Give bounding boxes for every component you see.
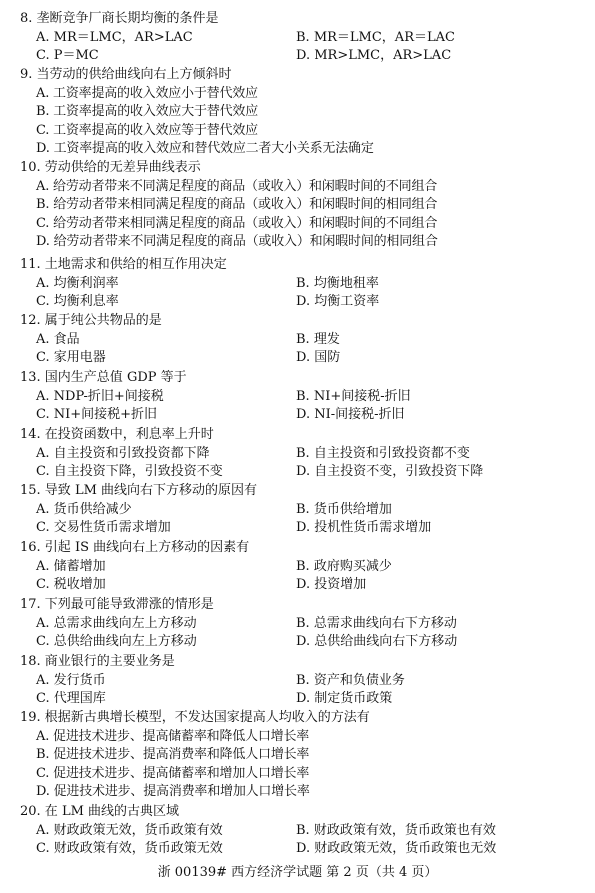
question-stem: 12. 属于纯公共物品的是 — [20, 313, 162, 328]
option-b: B. 促进技术进步、提高消费率和降低人口增长率 — [36, 747, 310, 763]
option-c: C. 自主投资下降，引致投资不变 — [36, 464, 223, 480]
question-19 — [0, 709, 595, 802]
option-b: B. MR＝LMC，AR＝LAC — [296, 29, 455, 45]
option-a: A. 食品 — [36, 331, 80, 347]
question-stem: 19. 根据新古典增长模型，不发达国家提高人均收入的方法有 — [20, 710, 370, 725]
option-b: B. 资产和负债业务 — [296, 672, 405, 688]
option-a: A. 给劳动者带来不同满足程度的商品（或收入）和闲暇时间的不同组合 — [36, 178, 438, 194]
option-d: D. 均衡工资率 — [296, 294, 380, 310]
question-stem: 8. 垄断竞争厂商长期均衡的条件是 — [20, 11, 219, 26]
option-b: B. 政府购买减少 — [296, 558, 392, 574]
option-d: D. 投机性货币需求增加 — [296, 520, 432, 536]
question-11 — [0, 256, 595, 312]
option-b: B. 给劳动者带来相同满足程度的商品（或收入）和闲暇时间的相同组合 — [36, 197, 438, 213]
option-b: B. 货币供给增加 — [296, 501, 392, 517]
option-c: C. 促进技术进步、提高储蓄率和增加人口增长率 — [36, 765, 310, 781]
question-9 — [0, 66, 595, 159]
option-d: D. 投资增加 — [296, 577, 367, 593]
option-a: A. NDP-折旧+间接税 — [36, 388, 164, 404]
question-stem: 16. 引起 IS 曲线向右上方移动的因素有 — [20, 540, 250, 555]
option-a: A. 总需求曲线向左上方移动 — [36, 615, 197, 631]
option-c: C. 财政政策有效，货币政策无效 — [36, 841, 223, 857]
page-footer: 浙 00139# 西方经济学试题 第 2 页（共 4 页） — [157, 865, 438, 880]
option-d: D. 给劳动者带来不同满足程度的商品（或收入）和闲暇时间的相同组合 — [36, 234, 438, 250]
question-13 — [0, 369, 595, 425]
option-c: C. 代理国库 — [36, 691, 106, 707]
option-a: A. 储蓄增加 — [36, 558, 106, 574]
question-10 — [0, 159, 595, 252]
option-a: A. 货币供给减少 — [36, 501, 132, 517]
option-b: B. 总需求曲线向右下方移动 — [296, 615, 457, 631]
option-a: A. 促进技术进步、提高储蓄率和降低人口增长率 — [36, 728, 310, 744]
question-stem: 11. 土地需求和供给的相互作用决定 — [20, 257, 227, 272]
question-20 — [0, 803, 595, 859]
option-a: A. 发行货币 — [36, 672, 106, 688]
option-c: C. 给劳动者带来相同满足程度的商品（或收入）和闲暇时间的不同组合 — [36, 215, 438, 231]
option-a: A. MR＝LMC，AR>LAC — [36, 29, 193, 45]
question-8 — [0, 10, 595, 66]
option-d: D. 促进技术进步、提高消费率和增加人口增长率 — [36, 784, 310, 800]
option-c: C. 工资率提高的收入效应等于替代效应 — [36, 122, 258, 138]
option-c: C. 家用电器 — [36, 350, 106, 366]
question-stem: 20. 在 LM 曲线的古典区域 — [20, 804, 180, 819]
option-d: D. NI-间接税-折旧 — [296, 407, 405, 423]
option-d: D. 工资率提高的收入效应和替代效应二者大小关系无法确定 — [36, 141, 374, 157]
option-a: A. 工资率提高的收入效应小于替代效应 — [36, 85, 258, 101]
option-b: B. 财政政策有效，货币政策也有效 — [296, 822, 496, 838]
question-stem: 14. 在投资函数中，利息率上升时 — [20, 427, 214, 442]
option-d: D. 总供给曲线向右下方移动 — [296, 634, 458, 650]
question-15 — [0, 482, 595, 538]
question-12 — [0, 312, 595, 368]
option-a: A. 财政政策无效，货币政策有效 — [36, 822, 223, 838]
option-c: C. 税收增加 — [36, 577, 106, 593]
option-b: B. 工资率提高的收入效应大于替代效应 — [36, 104, 259, 120]
question-stem: 15. 导致 LM 曲线向右下方移动的原因有 — [20, 483, 258, 498]
question-stem: 13. 国内生产总值 GDP 等于 — [20, 370, 187, 385]
option-c: C. NI+间接税+折旧 — [36, 407, 158, 423]
question-18 — [0, 653, 595, 709]
option-b: B. NI+间接税-折旧 — [296, 388, 411, 404]
option-c: C. 交易性货币需求增加 — [36, 520, 171, 536]
option-a: A. 自主投资和引致投资都下降 — [36, 445, 210, 461]
option-d: D. 制定货币政策 — [296, 691, 393, 707]
question-14 — [0, 426, 595, 482]
question-stem: 9. 当劳动的供给曲线向右上方倾斜时 — [20, 67, 232, 82]
option-a: A. 均衡利润率 — [36, 275, 119, 291]
option-c: C. 均衡利息率 — [36, 294, 119, 310]
option-b: B. 均衡地租率 — [296, 275, 379, 291]
question-stem: 10. 劳动供给的无差异曲线表示 — [20, 160, 201, 175]
option-d: D. 自主投资不变，引致投资下降 — [296, 464, 484, 480]
option-b: B. 自主投资和引致投资都不变 — [296, 445, 470, 461]
option-d: D. 国防 — [296, 350, 341, 366]
question-17 — [0, 596, 595, 652]
option-c: C. 总供给曲线向左上方移动 — [36, 634, 197, 650]
option-d: D. 财政政策无效，货币政策也无效 — [296, 841, 497, 857]
option-d: D. MR>LMC，AR>LAC — [296, 48, 452, 64]
question-stem: 17. 下列最可能导致滞涨的情形是 — [20, 597, 214, 612]
question-16 — [0, 539, 595, 595]
question-stem: 18. 商业银行的主要业务是 — [20, 654, 175, 669]
option-c: C. P＝MC — [36, 48, 99, 64]
option-b: B. 理发 — [296, 331, 340, 347]
